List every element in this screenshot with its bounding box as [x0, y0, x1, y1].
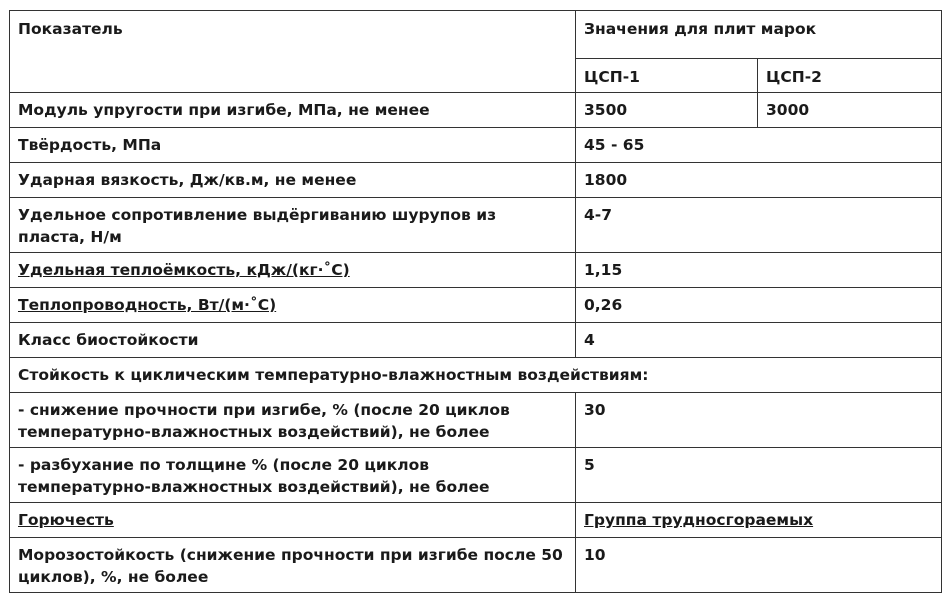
row-value: 4-7 [576, 198, 942, 253]
header-grade-2: ЦСП-2 [758, 59, 942, 93]
table-row [10, 128, 942, 163]
row-label: Теплопроводность, Вт/(м·˚С) [10, 288, 576, 323]
specs-table [9, 10, 942, 593]
row-value: 30 [576, 393, 942, 448]
row-label: - разбухание по толщине % (после 20 циклов температурно-влажностных воздействий), не более [10, 448, 576, 503]
row-value: 5 [576, 448, 942, 503]
row-label: Удельное сопротивление выдёргиванию шурупов из пласта, Н/м [10, 198, 576, 253]
section-heading: Стойкость к циклическим температурно-влажностным воздействиям: [10, 358, 942, 393]
row-value: 0,26 [576, 288, 942, 323]
row-value: 45 - 65 [576, 128, 942, 163]
header-grade-1: ЦСП-1 [576, 59, 758, 93]
table-row [10, 288, 942, 323]
section-row [10, 358, 942, 393]
specs-table-container [9, 10, 941, 596]
row-value: 4 [576, 323, 942, 358]
row-label: Модуль упругости при изгибе, МПа, не менее [10, 93, 576, 128]
row-value: 10 [576, 538, 942, 593]
row-value-grade2: 3000 [758, 93, 942, 128]
header-row-1 [10, 11, 942, 59]
row-value-grade1: 3500 [576, 93, 758, 128]
table-row [10, 198, 942, 253]
table-row [10, 323, 942, 358]
row-value: 1800 [576, 163, 942, 198]
table-row [10, 253, 942, 288]
table-row [10, 448, 942, 503]
table-row [10, 93, 942, 128]
row-label: Горючесть [10, 503, 576, 538]
table-row [10, 538, 942, 593]
table-row [10, 393, 942, 448]
row-label: Класс биостойкости [10, 323, 576, 358]
table-row [10, 163, 942, 198]
table-row [10, 503, 942, 538]
header-indicator: Показатель [10, 11, 576, 93]
row-label: Удельная теплоёмкость, кДж/(кг·˚С) [10, 253, 576, 288]
row-label: Твёрдость, МПа [10, 128, 576, 163]
row-value: Группа трудносгораемых [576, 503, 942, 538]
row-label: Ударная вязкость, Дж/кв.м, не менее [10, 163, 576, 198]
header-values-group: Значения для плит марок [576, 11, 942, 59]
row-label: Морозостойкость (снижение прочности при изгибе после 50 циклов), %, не более [10, 538, 576, 593]
row-value: 1,15 [576, 253, 942, 288]
row-label: - снижение прочности при изгибе, % (после 20 циклов температурно-влажностных воздействий), не более [10, 393, 576, 448]
